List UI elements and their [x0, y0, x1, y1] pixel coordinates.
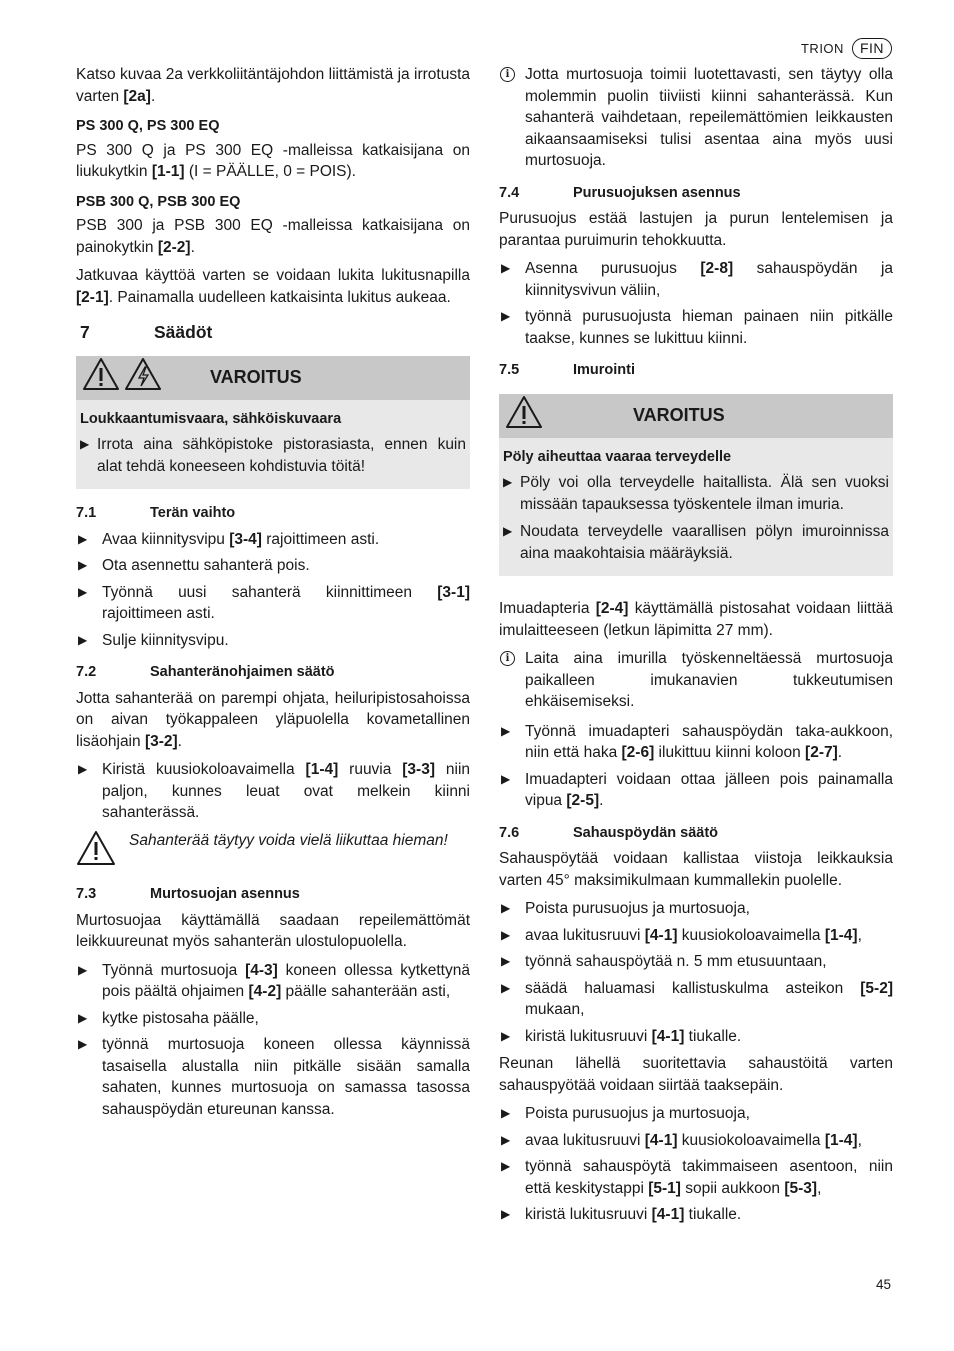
warning-subtitle: Pöly aiheuttaa vaaraa terveydelle	[503, 448, 732, 465]
psb-paragraph: PSB 300 ja PSB 300 EQ -malleissa katkaisijana on painokytkin [2-2].	[76, 217, 470, 256]
list-item: ▶ työnnä sahauspöytä takimmaiseen asentoon, niin että keskitystappi [5-1] sopii aukkoon [5-3],	[499, 1156, 893, 1199]
section-7-heading: 7 Säädöt	[80, 322, 213, 342]
chip-guard-steps	[499, 258, 893, 349]
list-item: ▶ Kiristä kuusiokoloavaimella [1-4] ruuvia [3-3] niin paljon, kunnes leuat ovat melkein kiinni sahanterässä.	[76, 759, 470, 824]
language-badge: FIN	[852, 38, 892, 59]
list-item: ▶ Työnnä murtosuoja [4-3] koneen ollessa kytkettynä pois päältä ohjaimen [4-2] päälle sahanterään asti,	[76, 960, 470, 1003]
warning-box-dust	[499, 394, 893, 577]
list-item: ▶ työnnä purusuojusta hieman painaen niin pitkälle taakse, kunnes se lukittuu kiinni.	[499, 306, 893, 349]
list-item: ▶ Avaa kiinnitysvipu [3-4] rajoittimeen asti.	[76, 529, 470, 551]
list-item: ▶ työnnä sahauspöytää n. 5 mm etusuuntaan,	[499, 951, 893, 973]
chip-guard-paragraph: Purusuojus estää lastujen ja purun lentelemisen ja parantaa puruimurin tehokkuutta.	[499, 210, 893, 249]
list-item: ▶ avaa lukitusruuvi [4-1] kuusiokoloavaimella [1-4],	[499, 925, 893, 947]
warning-item: ▶ Noudata terveydelle vaarallisen pölyn imuroinnissa aina maakohtaisia määräyksiä.	[503, 521, 889, 564]
brand-label: TRION	[800, 41, 844, 56]
electric-hazard-icon	[124, 357, 162, 398]
ps-heading: PS 300 Q, PS 300 EQ	[76, 118, 220, 134]
extraction-paragraph: Imuadapteria [2-4] käyttämällä pistosahat voidaan liittää imulaitteeseen (letkun läpimitta 27 mm).	[499, 600, 894, 639]
list-item: ▶ kiristä lukitusruuvi [4-1] tiukalle.	[499, 1026, 893, 1048]
list-item: ▶ avaa lukitusruuvi [4-1] kuusiokoloavaimella [1-4],	[499, 1130, 893, 1152]
list-item: ▶ Poista purusuojus ja murtosuoja,	[499, 1103, 893, 1125]
section-7-6-heading: 7.6 Sahauspöydän säätö	[499, 824, 719, 841]
info-icon: i	[500, 67, 515, 82]
warning-triangle-icon	[76, 830, 129, 873]
warning-triangle-icon	[505, 395, 543, 436]
list-item: ▶ säädä haluamasi kallistuskulma asteikon [5-2] mukaan,	[499, 978, 893, 1021]
section-7-3-heading: 7.3 Murtosuojan asennus	[76, 886, 300, 902]
list-item: ▶ Työnnä uusi sahanterä kiinnittimeen [3-1] rajoittimeen asti.	[76, 582, 470, 625]
section-7-4-heading: 7.4 Purusuojuksen asennus	[499, 184, 741, 201]
info-icon: i	[500, 651, 515, 666]
right-column	[499, 64, 893, 1232]
warning-subtitle: Loukkaantumisvaara, sähköiskuvaara	[80, 410, 342, 427]
list-item: ▶ Ota asennettu sahanterä pois.	[76, 555, 470, 577]
note-text: Sahanterää täytyy voida vielä liikuttaa hieman!	[129, 831, 448, 849]
section-7-1-heading: 7.1 Terän vaihto	[76, 505, 236, 521]
lock-paragraph: Jatkuvaa käyttöä varten se voidaan lukita lukitusnapilla [2-1]. Painamalla uudelleen katkaisinta lukitus aukeaa.	[76, 267, 470, 306]
list-item: ▶ Sulje kiinnitysvipu.	[76, 630, 470, 652]
page-number: 45	[875, 1277, 891, 1292]
list-item: ▶ työnnä murtosuoja koneen ollessa käynnissä tasaisella alustalla niin pitkälle sisään samalla sahaten, kunnes murtosuoja on samassa tasossa sahauspöydän etureunan kanssa.	[76, 1034, 470, 1120]
splinter-guard-paragraph: Murtosuojaa käyttämällä saadaan repeilemättömät leikkuureunat myös sahanterän ulostulopuolella.	[76, 911, 470, 950]
left-column	[76, 64, 470, 1126]
splinter-guard-steps	[76, 960, 470, 1121]
page-header	[801, 38, 892, 60]
intro-paragraph: Katso kuvaa 2a verkkoliitäntäjohdon liittämistä ja irrotusta varten [2a].	[76, 66, 470, 105]
warning-triangle-icon	[82, 357, 120, 398]
section-7-5-heading: 7.5 Imurointi	[499, 362, 636, 378]
warning-box-electric	[76, 356, 470, 490]
blade-change-steps	[76, 529, 470, 652]
ps-paragraph: PS 300 Q ja PS 300 EQ -malleissa katkaisijana on liukukytkin [1-1] (I = PÄÄLLE, 0 = POIS).	[76, 141, 470, 180]
warning-item: ▶ Irrota aina sähköpistoke pistorasiasta, ennen kuin alat tehdä koneeseen kohdistuvia töitä!	[80, 434, 466, 477]
warning-title: VAROITUS	[210, 366, 302, 387]
list-item: ▶ Poista purusuojus ja murtosuoja,	[499, 898, 893, 920]
list-item: ▶ kiristä lukitusruuvi [4-1] tiukalle.	[499, 1204, 893, 1226]
guide-paragraph: Jotta sahanterää on parempi ohjata, heiluripistosahoissa on aivan työkappaleen yläpuolella kovametallinen lisäohjain [3-2].	[76, 689, 470, 750]
table-tilt-steps	[499, 898, 893, 1047]
list-item: ▶ Imuadapteri voidaan ottaa jälleen pois painamalla vipua [2-5].	[499, 769, 893, 812]
section-7-2-heading: 7.2 Sahanteränohjaimen säätö	[76, 664, 335, 680]
extraction-steps	[499, 721, 893, 812]
warning-title: VAROITUS	[633, 404, 725, 425]
warning-item: ▶ Pöly voi olla terveydelle haitallista. Älä sen vuoksi missään tapauksessa työskentele ilman imuria.	[503, 472, 889, 515]
guide-steps	[76, 759, 470, 824]
list-item: ▶ kytke pistosaha päälle,	[76, 1008, 470, 1030]
caution-note	[76, 830, 470, 873]
list-item: ▶ Työnnä imuadapteri sahauspöydän taka-aukkoon, niin että haka [2-6] ilukittuu kiinni koloon [2-7].	[499, 721, 893, 764]
table-tilt-paragraph: Sahauspöytää voidaan kallistaa viistoja leikkauksia varten 45° maksimikulmaan kummallekin puolelle.	[499, 850, 893, 889]
info-note: i Laita aina imurilla työskenneltäessä murtosuoja paikalleen imukanavien tukkeutumisen ehkäisemiseksi.	[499, 648, 893, 713]
table-shift-steps	[499, 1103, 893, 1226]
list-item: ▶ Asenna purusuojus [2-8] sahauspöydän ja kiinnitysvivun väliin,	[499, 258, 893, 301]
table-shift-paragraph: Reunan lähellä suoritettavia sahaustöitä varten sahauspyötää voidaan siirtää taaksepäin.	[499, 1055, 893, 1094]
psb-heading: PSB 300 Q, PSB 300 EQ	[76, 193, 241, 210]
info-note: i Jotta murtosuoja toimii luotettavasti, sen täytyy olla molemmin puolin tiiviisti kiinni sahanterässä. Kun sahanterä vaihdetaan, repeilemättömien leikkausten aikaansaamiseksi tulisi asentaa aina myös uusi murtosuoja.	[499, 64, 893, 172]
